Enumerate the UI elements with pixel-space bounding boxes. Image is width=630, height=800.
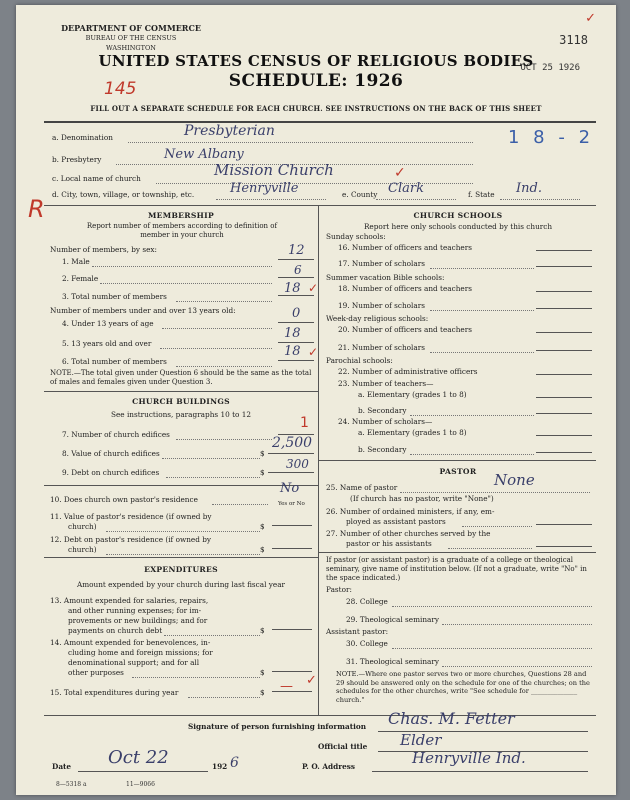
city-name: WASHINGTON bbox=[106, 44, 156, 52]
q16-label: 16. Number of officers and teachers bbox=[338, 243, 472, 252]
state-value: Ind. bbox=[516, 181, 542, 196]
q20-label: 20. Number of officers and teachers bbox=[338, 325, 472, 334]
q30-label: 30. College bbox=[346, 639, 388, 648]
denomination-value: Presbyterian bbox=[184, 123, 275, 139]
signature-label: Signature of person furnishing information bbox=[188, 722, 367, 731]
membership-note: NOTE.—The total given under Question 6 should be the same as the total of males and females given under Question 3. bbox=[50, 369, 312, 386]
q23-label: 23. Number of teachers— bbox=[338, 379, 434, 388]
q25-label: 25. Name of pastor bbox=[326, 483, 398, 492]
census-schedule-sheet: DEPARTMENT OF COMMERCE BUREAU OF THE CENSUS WASHINGTON 3118 ✓ OCT 25 1926 145 UNITED STATES CENSUS OF RELIGIOUS BODIES SCHEDULE: 1926 FILL OUT A SEPARATE SCHEDULE FOR EACH CHURCH. SEE INSTRUCTIONS ON THE BACK OF THIS SHEET a. Denomination Presbyterian 1 8 - 2 b. Presbytery New Albany c. Local name of church Mission Church ✓ d. City, town, village, or township, etc. Henryville e. County Clark f. State Ind. R MEMBERSHIP Report number of members according to definition of member in your church Number of members, by sex: 1. Male 12 2. Female 6 3. Total number of members 18 ✓ Number of members under and over 13 years old: 4. Under 13 years of age 0 5. 13 years old and over 18 6. Total number of members 18 ✓ NOTE.—The total given under Question 6 should be the same as the total of males and females given under Question 3. CHURCH BUILDINGS See instructions, paragraphs 10 to 12 7. Number of church edifices 1 8. Value of church edifices $ 2,500 9. Debt on church edifices $ 300 10. Does church own pastor's residence No Yes or No 11. Value of pastor's residence (if owned by church) $ 12. Debt on pastor's residence (if owned by church) $ EXPENDITURES Amount expended by your church during last fiscal year 13. Amount expended for salaries, repairs, and other running expenses; for im- provements or new buildings; and for payments on church debt $ 14. Amount expended for benevolences, in- cluding home and foreign missions; for denominational support; and for all other purposes $ 15. Total expenditures during year $ — ✓ CHURCH SCHOOLS Report here only schools conducted by this church Sunday schools: 16. Number of officers and teachers 17. Number of scholars Summer vacation Bible schools: 18. Number of officers and teachers 19. Number of scholars Week-day religious schools: 20. Number of officers and teachers 21. Number of scholars Parochial schools: 22. Number of administrative officers 23. Number of teachers— a. Elementary (grades 1 to 8) b. Secondary 24. Number of scholars— a. Elementary (grades 1 to 8) b. Secondary PASTOR 25. Name of pastor None (If church has no pastor, write "None") 26. Number of ordained ministers, if any, em- ployed as assistant pastors 27. Number of other churches served by the pastor or his assistants If pastor (or assistant pastor) is a graduate of a college or theological seminary, give name of institution below. (If not a graduate, write "No" in the space indicated.) Pastor: 28. College 29. Theological seminary Assistant pastor: 30. College 31. Theological seminary NOTE.—Where one pastor serves two or more churches, Questions 28 and 29 should be answered only on the schedule for one of the churches; on the schedules for the other churches, write "See schedule for ______________ church." Signature of person furnishing information Chas. M. Fetter Official title Elder Date Oct 22 192 6 P. O. Address Henryville Ind. 8—5318 a 11—9066 bbox=[16, 5, 616, 795]
header-rule bbox=[44, 121, 596, 123]
code-mark: 1 8 - 2 bbox=[508, 127, 595, 148]
presbytery-label: b. Presbytery bbox=[52, 155, 102, 164]
schools-intro: Report here only schools conducted by this church bbox=[363, 222, 553, 231]
schedule-number: 3118 bbox=[559, 33, 588, 47]
denomination-label: a. Denomination bbox=[52, 133, 113, 142]
q10-value: No bbox=[280, 481, 300, 496]
q14-label: 14. Amount expended for benevolences, in- bbox=[50, 638, 211, 647]
age-label: Number of members under and over 13 years old: bbox=[50, 306, 236, 315]
q8-label: 8. Value of church edifices bbox=[62, 449, 160, 458]
q2-value: 6 bbox=[294, 263, 302, 277]
form-title: UNITED STATES CENSUS OF RELIGIOUS BODIES bbox=[98, 52, 534, 70]
q5-value: 18 bbox=[284, 326, 301, 341]
q17-label: 17. Number of scholars bbox=[338, 259, 425, 268]
date-label: Date bbox=[52, 762, 72, 771]
city-value: Henryville bbox=[230, 181, 299, 196]
schools-heading: CHURCH SCHOOLS bbox=[413, 211, 503, 220]
membership-heading: MEMBERSHIP bbox=[147, 211, 215, 220]
department-block bbox=[56, 23, 206, 53]
q9-value: 300 bbox=[286, 457, 309, 471]
by-sex-label: Number of members, by sex: bbox=[50, 245, 157, 254]
q1-label: 1. Male bbox=[62, 257, 90, 266]
q22-label: 22. Number of administrative officers bbox=[338, 367, 478, 376]
q25-hint: (If church has no pastor, write "None") bbox=[350, 494, 494, 503]
membership-intro: Report number of members according to definition of member in your church bbox=[86, 222, 278, 239]
pastor-note: NOTE.—Where one pastor serves two or more churches, Questions 28 and 29 should be answered only on the schedule for one of the churches; on the schedules for the other churches, write "See schedule for ______________ church." bbox=[336, 670, 590, 704]
red-number-annotation: 145 bbox=[104, 79, 137, 99]
buildings-heading: CHURCH BUILDINGS bbox=[132, 397, 230, 406]
q15-value: — bbox=[280, 679, 293, 694]
presbytery-value: New Albany bbox=[164, 147, 244, 162]
po-address-value: Henryville Ind. bbox=[412, 749, 526, 767]
buildings-intro: See instructions, paragraphs 10 to 12 bbox=[110, 410, 252, 419]
bureau-name: BUREAU OF THE CENSUS bbox=[85, 34, 177, 42]
date-value: Oct 22 bbox=[108, 747, 169, 768]
year-digit: 6 bbox=[230, 755, 239, 771]
q10-label: 10. Does church own pastor's residence bbox=[50, 495, 198, 504]
q26-label: 26. Number of ordained ministers, if any, em- bbox=[326, 507, 495, 516]
q8-value: 2,500 bbox=[272, 435, 313, 451]
church-name-label: c. Local name of church bbox=[52, 174, 141, 183]
state-label: f. State bbox=[468, 190, 495, 199]
q9-label: 9. Debt on church edifices bbox=[62, 468, 160, 477]
q6-value: 18 bbox=[284, 344, 301, 359]
q7-label: 7. Number of church edifices bbox=[62, 430, 170, 439]
q10-hint: Yes or No bbox=[278, 501, 305, 507]
church-name-value: Mission Church bbox=[214, 161, 334, 179]
county-label: e. County bbox=[342, 190, 378, 199]
red-check-church: ✓ bbox=[394, 165, 406, 181]
red-check-mark: ✓ bbox=[585, 11, 596, 26]
po-address-label: P. O. Address bbox=[302, 762, 355, 771]
city-label: d. City, town, village, or township, etc. bbox=[52, 190, 195, 199]
q4-value: 0 bbox=[292, 306, 301, 321]
q4-label: 4. Under 13 years of age bbox=[62, 319, 154, 328]
q6-label: 6. Total number of members bbox=[62, 357, 167, 366]
q18-label: 18. Number of officers and teachers bbox=[338, 284, 472, 293]
q21-label: 21. Number of scholars bbox=[338, 343, 425, 352]
q27-label: 27. Number of other churches served by the bbox=[326, 529, 491, 538]
q1-value: 12 bbox=[288, 243, 305, 258]
q15-label: 15. Total expenditures during year bbox=[50, 688, 179, 697]
q5-label: 5. 13 years old and over bbox=[62, 339, 152, 348]
print-code: 11—9066 bbox=[126, 781, 155, 788]
q24-label: 24. Number of scholars— bbox=[338, 417, 433, 426]
signature-value: Chas. M. Fetter bbox=[388, 709, 515, 728]
graduate-note: If pastor (or assistant pastor) is a graduate of a college or theological seminary, give name of institution below. (If not a graduate, write "No" in the space indicated.) bbox=[326, 556, 587, 582]
q25-value: None bbox=[494, 471, 535, 489]
q3-value: 18 bbox=[284, 281, 301, 296]
form-code: 8—5318 a bbox=[56, 781, 87, 788]
official-title-label: Official title bbox=[318, 742, 368, 751]
official-title-value: Elder bbox=[400, 731, 442, 749]
q7-value: 1 bbox=[300, 415, 309, 431]
year-prefix: 192 bbox=[212, 762, 228, 771]
q11-label: 11. Value of pastor's residence (if owned by bbox=[50, 512, 212, 521]
expenditures-heading: EXPENDITURES bbox=[144, 565, 218, 574]
q28-label: 28. College bbox=[346, 597, 388, 606]
expenditures-intro: Amount expended by your church during last fiscal year bbox=[76, 580, 286, 589]
q12-label: 12. Debt on pastor's residence (if owned by bbox=[50, 535, 212, 544]
q31-label: 31. Theological seminary bbox=[346, 657, 439, 666]
red-r-mark: R bbox=[28, 195, 45, 223]
q2-label: 2. Female bbox=[62, 274, 99, 283]
instruction-line: FILL OUT A SEPARATE SCHEDULE FOR EACH CHURCH. SEE INSTRUCTIONS ON THE BACK OF THIS SHEET bbox=[90, 104, 542, 113]
q29-label: 29. Theological seminary bbox=[346, 615, 439, 624]
pastor-heading: PASTOR bbox=[439, 467, 477, 476]
q13-label: 13. Amount expended for salaries, repairs, bbox=[50, 596, 209, 605]
county-value: Clark bbox=[388, 181, 424, 196]
received-date-stamp: OCT 25 1926 bbox=[520, 63, 580, 73]
q19-label: 19. Number of scholars bbox=[338, 301, 425, 310]
department-name: DEPARTMENT OF COMMERCE bbox=[61, 23, 201, 33]
q3-label: 3. Total number of members bbox=[62, 292, 167, 301]
form-subtitle: SCHEDULE: 1926 bbox=[228, 71, 404, 91]
